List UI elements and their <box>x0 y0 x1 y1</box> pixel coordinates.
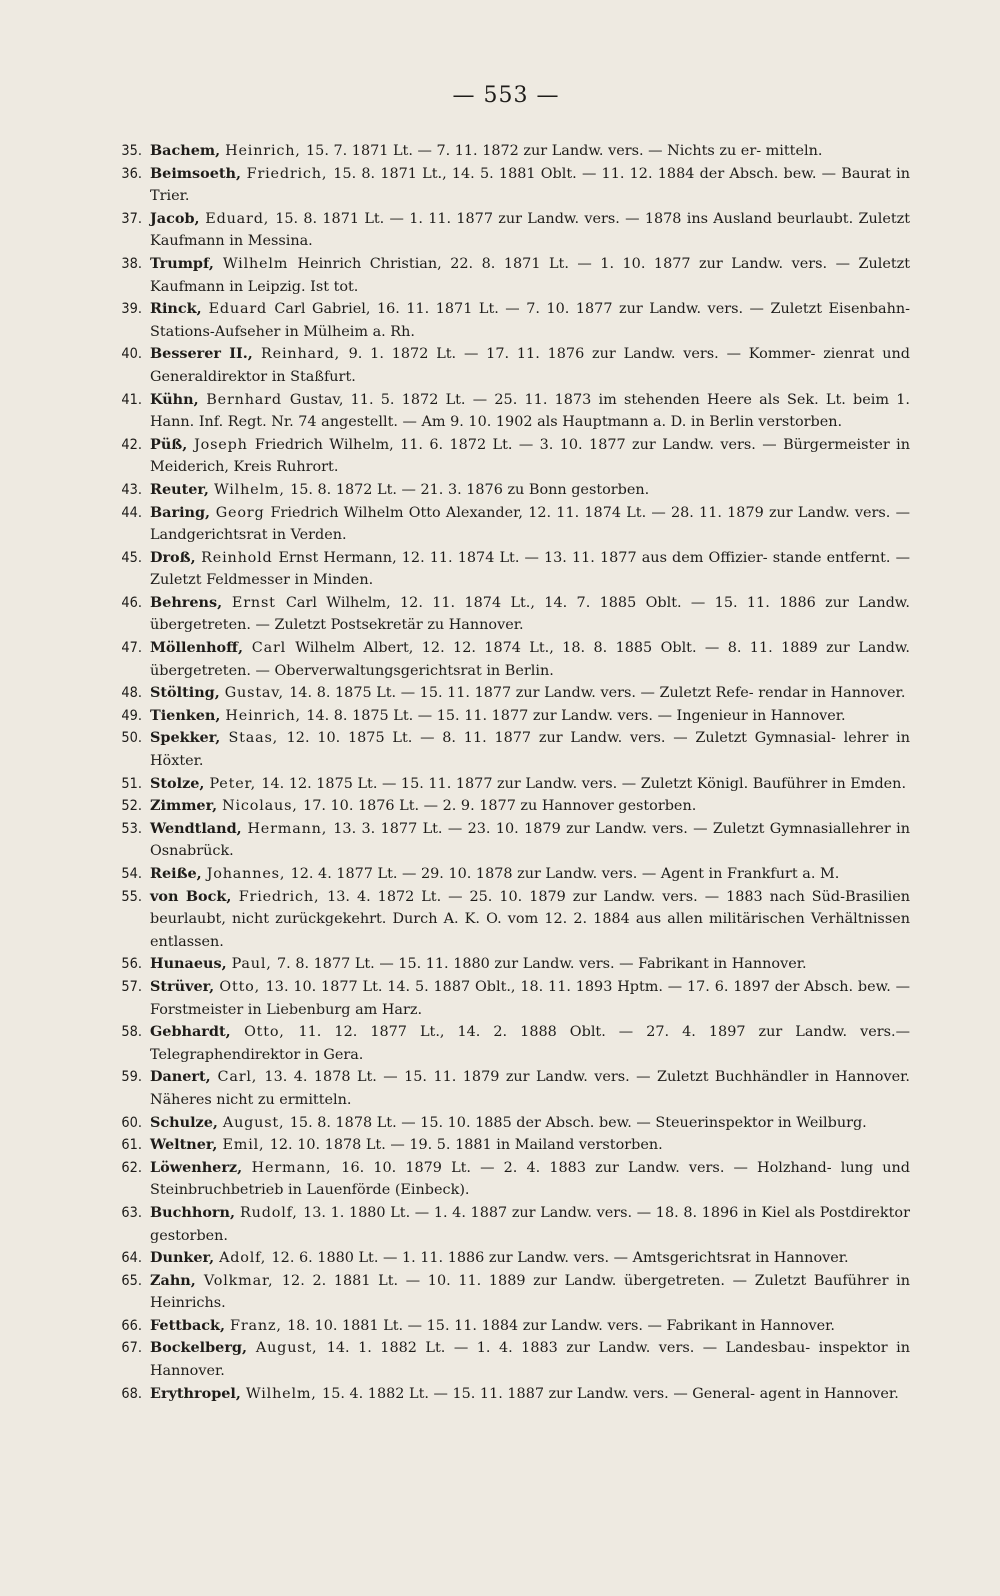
entry-number: 59. <box>121 1069 142 1086</box>
entry-surname: Jacob, <box>150 209 206 227</box>
entry-text: 18. 10. 1881 Lt. — 15. 11. 1884 zur Landw. vers. — Fabrikant in Hannover. <box>287 1317 835 1334</box>
entry-given-name: Eduard, <box>205 210 276 227</box>
entry-surname: Löwenherz, <box>150 1158 252 1176</box>
entry-given-name: Reinhold <box>201 549 279 566</box>
list-item <box>102 253 910 298</box>
list-item <box>102 705 910 728</box>
entry-given-name: Johannes, <box>206 866 291 882</box>
entry-given-name: Carl <box>251 640 296 657</box>
entry-given-name: Friedrich, <box>238 888 328 905</box>
entry-given-name: August, <box>255 1340 327 1357</box>
entry-text: Gustav, 11. 5. 1872 Lt. — 25. 11. 1873 im stehenden Heere als Sek. Lt. beim 1. Hann. Inf. Regt. Nr. 74 angestellt. — Am 9. 10. 1902 als Hauptmann a. D. in Berlin verstorben. <box>150 391 910 431</box>
list-item <box>102 1021 910 1066</box>
entry-text: 16. 10. 1879 Lt. — 2. 4. 1883 zur Landw. vers. — Holzhand- lung und Steinbruchbetrieb in Lauenförde (Einbeck). <box>150 1159 910 1199</box>
list-item <box>102 140 910 163</box>
entry-surname: Bachem, <box>150 142 226 159</box>
entry-surname: Behrens, <box>150 593 232 611</box>
list-item <box>102 682 910 705</box>
entry-number: 57. <box>121 978 142 995</box>
entry-text: 15. 8. 1871 Lt., 14. 5. 1881 Oblt. — 11. 12. 1884 der Absch. bew. — Baurat in Trier. <box>150 165 911 205</box>
entry-text: 9. 1. 1872 Lt. — 17. 11. 1876 zur Landw. vers. — Kommer- zienrat und Generaldirektor in Staßfurt. <box>150 346 911 385</box>
entry-given-name: Hermann, <box>251 1159 342 1176</box>
entry-number: 64. <box>121 1250 142 1267</box>
entry-text: 13. 3. 1877 Lt. — 23. 10. 1879 zur Landw. vers. — Zuletzt Gymnasiallehrer in Osnabrück. <box>150 820 910 860</box>
entry-number: 36. <box>121 165 142 182</box>
entry-surname: Reuter, <box>150 480 214 498</box>
entry-number: 38. <box>121 255 142 272</box>
list-item <box>102 1383 910 1406</box>
entry-given-name: Wilhelm, <box>213 481 291 498</box>
list-item <box>102 1157 910 1202</box>
entry-text: 11. 12. 1877 Lt., 14. 2. 1888 Oblt. — 27. 4. 1897 zur Landw. vers.— Telegraphendirektor in Gera. <box>150 1024 910 1063</box>
entry-surname: Schulze, <box>150 1113 223 1131</box>
entry-number: 66. <box>121 1317 142 1334</box>
entry-surname: Strüver, <box>150 977 220 995</box>
entry-given-name: Bernhard <box>206 391 290 408</box>
entry-surname: Reiße, <box>150 865 207 882</box>
entry-text: 12. 2. 1881 Lt. — 10. 11. 1889 zur Landw. übergetreten. — Zuletzt Bauführer in Heinrichs. <box>150 1272 910 1312</box>
entry-given-name: Carl, <box>217 1069 265 1086</box>
entry-number: 56. <box>121 956 142 973</box>
entry-text: 7. 8. 1877 Lt. — 15. 11. 1880 zur Landw. vers. — Fabrikant in Hannover. <box>277 956 807 973</box>
list-item <box>102 1202 910 1247</box>
entry-text: 12. 4. 1877 Lt. — 29. 10. 1878 zur Landw. vers. — Agent in Frankfurt a. M. <box>290 866 840 882</box>
entry-number: 47. <box>121 640 142 657</box>
entry-text: 13. 4. 1872 Lt. — 25. 10. 1879 zur Landw. vers. — 1883 nach Süd-Brasilien beurlaubt, nicht zurückgekehrt. Durch A. K. O. vom 12. 2. 1884 aus allen militärischen Verhältnissen entlassen. <box>150 888 911 950</box>
entry-text: Carl Gabriel, 16. 11. 1871 Lt. — 7. 10. 1877 zur Landw. vers. — Zuletzt Eisenbahn-Stations-Aufseher in Mülheim a. Rh. <box>150 301 910 340</box>
entry-given-name: Emil, <box>222 1137 270 1154</box>
entry-number: 41. <box>121 391 142 408</box>
list-item <box>102 953 910 976</box>
entry-given-name: Volkmar, <box>203 1272 282 1289</box>
entry-given-name: Reinhard, <box>261 346 349 363</box>
entry-text: Friedrich Wilhelm, 11. 6. 1872 Lt. — 3. 10. 1877 zur Landw. vers. — Bürgermeister in Meiderich, Kreis Ruhrort. <box>150 436 910 476</box>
list-item <box>102 389 910 434</box>
list-item <box>102 208 910 253</box>
entry-surname: Besserer II., <box>150 345 262 363</box>
entry-surname: Rinck, <box>150 300 209 318</box>
entry-given-name: Otto, <box>244 1024 299 1041</box>
entry-number: 65. <box>121 1272 142 1289</box>
entry-text: Wilhelm Albert, 12. 12. 1874 Lt., 18. 8. 1885 Oblt. — 8. 11. 1889 zur Landw. übergetreten. — Oberverwaltungsgerichtsrat in Berlin. <box>150 640 910 679</box>
entry-text: 12. 10. 1875 Lt. — 8. 11. 1877 zur Landw. vers. — Zuletzt Gymnasial- lehrer in Höxter. <box>150 730 911 770</box>
list-item <box>102 1247 910 1270</box>
entry-given-name: Wilhelm <box>222 255 298 272</box>
list-item <box>102 795 910 818</box>
entry-text: Friedrich Wilhelm Otto Alexander, 12. 11. 1874 Lt. — 28. 11. 1879 zur Landw. vers. — Landgerichtsrat in Verden. <box>150 504 910 544</box>
entry-text: 15. 8. 1871 Lt. — 1. 11. 1877 zur Landw. vers. — 1878 ins Ausland beurlaubt. Zuletzt Kaufmann in Messina. <box>150 210 910 250</box>
entry-text: 13. 1. 1880 Lt. — 1. 4. 1887 zur Landw. vers. — 18. 8. 1896 in Kiel als Postdirektor gestorben. <box>150 1204 910 1244</box>
entry-surname: Zimmer, <box>150 797 223 815</box>
entry-given-name: Joseph <box>194 436 255 453</box>
list-item <box>102 1337 910 1382</box>
list-item <box>102 818 910 863</box>
entry-surname: Trumpf, <box>150 254 223 272</box>
entry-given-name: Hermann, <box>247 820 334 837</box>
entry-given-name: Adolf, <box>219 1250 272 1267</box>
entry-number: 46. <box>121 594 142 611</box>
entry-number: 54. <box>121 866 142 882</box>
entry-given-name: Eduard <box>208 301 275 318</box>
entry-text: 15. 7. 1871 Lt. — 7. 11. 1872 zur Landw. vers. — Nichts zu er- mitteln. <box>306 143 823 159</box>
entry-number: 51. <box>121 775 142 792</box>
entry-surname: Kühn, <box>150 390 207 408</box>
entry-given-name: Wilhelm, <box>245 1385 323 1402</box>
entry-number: 37. <box>121 210 142 227</box>
entry-text: 15. 8. 1872 Lt. — 21. 3. 1876 zu Bonn gestorben. <box>290 481 650 498</box>
list-item <box>102 886 910 954</box>
list-item <box>102 1270 910 1315</box>
list-item <box>102 434 910 479</box>
entry-given-name: Rudolf, <box>240 1204 304 1221</box>
entry-number: 55. <box>121 888 142 905</box>
entry-number: 43. <box>121 481 142 498</box>
entry-number: 60. <box>121 1114 142 1131</box>
entry-surname: Zahn, <box>150 1271 204 1289</box>
entry-number: 58. <box>121 1024 142 1041</box>
entry-text: 14. 12. 1875 Lt. — 15. 11. 1877 zur Landw. vers. — Zuletzt Königl. Bauführer in Emden. <box>261 775 907 792</box>
entry-text: 14. 1. 1882 Lt. — 1. 4. 1883 zur Landw. vers. — Landesbau- inspektor in Hannover. <box>150 1340 910 1380</box>
entry-number: 50. <box>121 730 142 747</box>
list-item <box>102 1112 910 1135</box>
entry-text: Ernst Hermann, 12. 11. 1874 Lt. — 13. 11. 1877 aus dem Offizier- stande entfernt. — Zuletzt Feldmesser in Minden. <box>150 549 910 589</box>
entry-surname: Püß, <box>150 435 195 453</box>
entry-given-name: Heinrich, <box>225 143 307 159</box>
list-item <box>102 727 910 772</box>
entry-text: 17. 10. 1876 Lt. — 2. 9. 1877 zu Hannover gestorben. <box>303 798 697 815</box>
entry-given-name: Peter, <box>209 775 262 792</box>
entry-surname: Tienken, <box>150 706 226 724</box>
entry-given-name: Franz, <box>230 1317 288 1334</box>
entry-surname: Buchhorn, <box>150 1203 241 1221</box>
entry-surname: Bockelberg, <box>150 1339 256 1357</box>
entry-number: 40. <box>121 346 142 363</box>
entry-surname: Hunaeus, <box>150 955 232 973</box>
entry-number: 39. <box>121 301 142 318</box>
list-item <box>102 547 910 592</box>
entry-surname: Stolze, <box>150 774 210 792</box>
entry-given-name: Ernst <box>231 594 286 611</box>
entry-list <box>102 140 910 1405</box>
entry-number: 35. <box>121 143 142 159</box>
entry-number: 62. <box>121 1159 142 1176</box>
list-item <box>102 502 910 547</box>
entry-surname: Spekker, <box>150 729 229 747</box>
entry-number: 61. <box>121 1137 142 1154</box>
entry-surname: Danert, <box>150 1068 218 1086</box>
entry-surname: Stölting, <box>150 684 225 702</box>
list-item <box>102 1066 910 1111</box>
entry-surname: Gebhardt, <box>150 1023 245 1041</box>
entry-text: 14. 8. 1875 Lt. — 15. 11. 1877 zur Landw. vers. — Zuletzt Refe- rendar in Hannover. <box>289 685 906 702</box>
list-item <box>102 637 910 682</box>
entry-text: Heinrich Christian, 22. 8. 1871 Lt. — 1. 10. 1877 zur Landw. vers. — Zuletzt Kaufmann in Leipzig. Ist tot. <box>150 255 910 295</box>
entry-number: 68. <box>121 1385 142 1402</box>
list-item <box>102 343 910 388</box>
list-item <box>102 479 910 502</box>
entry-text: 13. 4. 1878 Lt. — 15. 11. 1879 zur Landw. vers. — Zuletzt Buchhändler in Hannover. Näheres nicht zu ermitteln. <box>150 1069 910 1108</box>
list-item <box>102 592 910 637</box>
entry-given-name: Staas, <box>228 730 287 747</box>
entry-given-name: Gustav, <box>224 685 290 702</box>
entry-text: 12. 6. 1880 Lt. — 1. 11. 1886 zur Landw. vers. — Amtsgerichtsrat in Hannover. <box>271 1250 849 1267</box>
entry-text: Carl Wilhelm, 12. 11. 1874 Lt., 14. 7. 1885 Oblt. — 15. 11. 1886 zur Landw. übergetreten. — Zuletzt Postsekretär zu Hannover. <box>150 594 910 634</box>
entry-surname: Weltner, <box>150 1136 223 1154</box>
entry-text: 12. 10. 1878 Lt. — 19. 5. 1881 in Mailand verstorben. <box>269 1137 663 1154</box>
entry-surname: Erythropel, <box>150 1384 246 1402</box>
entry-number: 52. <box>121 798 142 815</box>
entry-number: 45. <box>121 549 142 566</box>
entry-number: 67. <box>121 1340 142 1357</box>
entry-given-name: Nicolaus, <box>222 798 304 815</box>
page-number: — 553 — <box>452 83 560 108</box>
entry-surname: Möllenhoff, <box>150 639 252 657</box>
entry-number: 48. <box>121 685 142 702</box>
entry-number: 53. <box>121 820 142 837</box>
entry-text: 15. 8. 1878 Lt. — 15. 10. 1885 der Absch. bew. — Steuerinspektor in Weilburg. <box>289 1114 867 1131</box>
entry-number: 63. <box>121 1204 142 1221</box>
entry-given-name: Heinrich, <box>225 707 307 724</box>
list-item <box>102 298 910 343</box>
list-item <box>102 863 910 886</box>
entry-number: 42. <box>121 436 142 453</box>
entry-surname: Beimsoeth, <box>150 164 247 182</box>
entry-text: 13. 10. 1877 Lt. 14. 5. 1887 Oblt., 18. 11. 1893 Hptm. — 17. 6. 1897 der Absch. bew. — Forstmeister in Liebenburg am Harz. <box>150 978 910 1018</box>
list-item <box>102 163 910 208</box>
list-item <box>102 1315 910 1338</box>
entry-text: 14. 8. 1875 Lt. — 15. 11. 1877 zur Landw. vers. — Ingenieur in Hannover. <box>306 707 846 724</box>
entry-surname: Dunker, <box>150 1249 220 1267</box>
entry-surname: Droß, <box>150 548 202 566</box>
entry-surname: Fettback, <box>150 1316 231 1334</box>
entry-surname: Baring, <box>150 503 216 521</box>
entry-given-name: Paul, <box>231 956 278 973</box>
entry-surname: Wendtland, <box>150 819 248 837</box>
entry-given-name: Friedrich, <box>246 165 334 182</box>
list-item <box>102 773 910 796</box>
list-item <box>102 976 910 1021</box>
list-item <box>102 1134 910 1157</box>
entry-given-name: August, <box>222 1114 290 1131</box>
entry-number: 44. <box>121 504 142 521</box>
entry-surname: von Bock, <box>150 887 239 905</box>
entry-text: 15. 4. 1882 Lt. — 15. 11. 1887 zur Landw. vers. — General- agent in Hannover. <box>322 1385 899 1402</box>
entry-given-name: Georg <box>215 504 271 521</box>
entry-number: 49. <box>121 707 142 724</box>
entry-given-name: Otto, <box>219 978 266 995</box>
